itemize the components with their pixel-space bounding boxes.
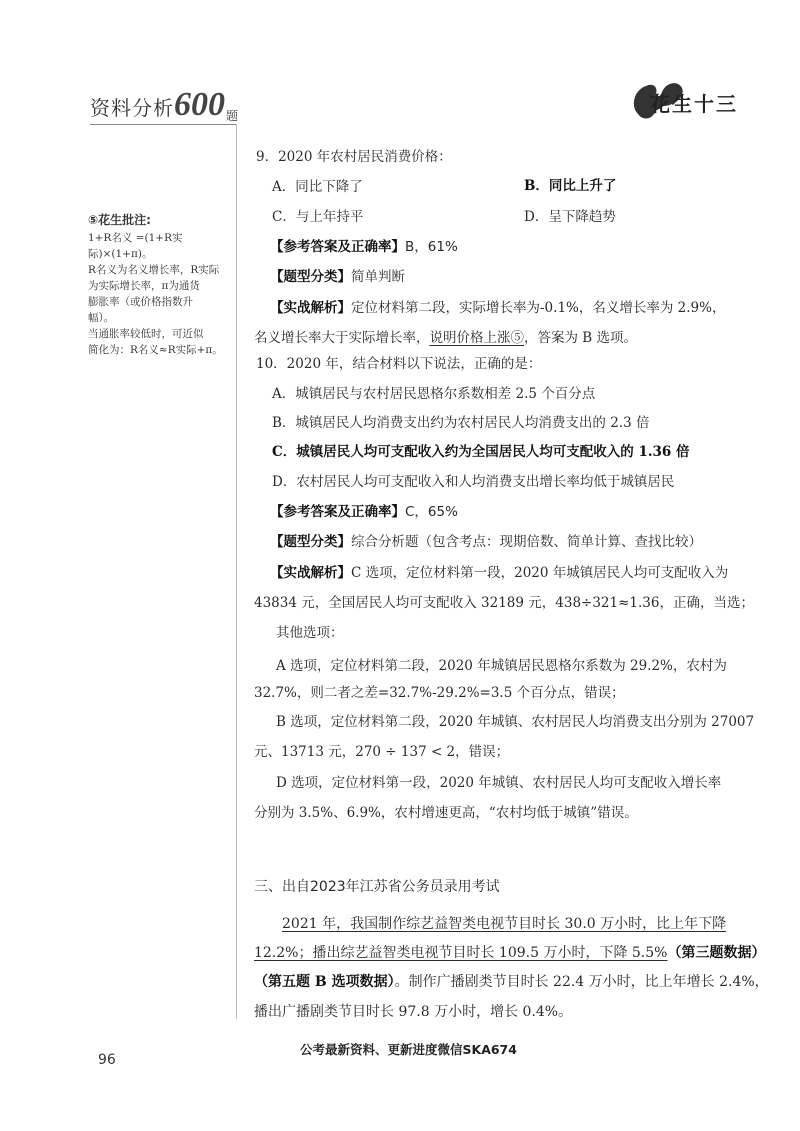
q10-analysis-b-1: B 选项，定位材料第二段，2020 年城镇、农村居民人均消费支出分别为 27007 — [276, 714, 755, 730]
analysis-text: 定位材料第二段，实际增长率为-0.1%，名义增长率为 2.9%， — [351, 300, 726, 316]
side-note-line: 膨胀率（或价格指数升 — [88, 296, 193, 308]
q10-analysis-line-1 — [270, 561, 728, 581]
analysis-text: ，答案为 B 选项。 — [524, 330, 638, 346]
side-note-title: ⑤花生批注: — [88, 213, 151, 227]
q9-option-d: D．呈下降趋势 — [524, 209, 616, 225]
q10-type — [270, 530, 702, 550]
margin-divider — [236, 124, 237, 1019]
q10-option-d: D．农村居民人均可支配收入和人均消费支出增长率均低于城镇居民 — [272, 474, 675, 490]
answer-tag: 【参考答案及正确率】 — [270, 239, 405, 255]
q9-type — [270, 265, 405, 285]
q10-stem: 10．2020 年，结合材料以下说法，正确的是： — [256, 356, 542, 372]
analysis-tag: 【实战解析】 — [270, 300, 351, 316]
q10-option-b: B．城镇居民人均消费支出约为农村居民人均消费支出的 2.3 倍 — [272, 415, 650, 431]
type-tag: 【题型分类】 — [270, 534, 351, 550]
q9-stem: 9．2020 年农村居民消费价格： — [256, 149, 452, 165]
q9-analysis-line-2 — [254, 326, 637, 346]
analysis-text: 名义增长率大于实际增长率， — [254, 330, 430, 346]
type-tag: 【题型分类】 — [270, 269, 351, 285]
book-title-suffix: 题 — [226, 109, 240, 123]
type-value: 综合分析题（包含考点：现期倍数、简单计算、查找比较） — [351, 534, 702, 550]
book-title — [90, 86, 239, 124]
q10-other-options: 其他选项： — [276, 625, 344, 641]
header-divider — [90, 124, 236, 125]
analysis-underlined: 说明价格上涨⑤ — [429, 330, 524, 346]
footer-note: 公考最新资料、更新进度微信SKA674 — [300, 1042, 517, 1057]
side-note-line: 1+R名义 =(1+R实际)×(1+π)。 — [88, 232, 183, 260]
book-title-prefix: 资料分析 — [90, 96, 174, 120]
q10-option-a: A．城镇居民与农村居民恩格尔系数相差 2.5 个百分点 — [272, 386, 596, 402]
side-note-line: 为实际增长率，π为通货 — [88, 280, 200, 292]
q10-answer — [270, 500, 458, 520]
brand-name: 花生十三 — [650, 92, 738, 116]
book-title-number: 600 — [174, 86, 225, 123]
brand-logo — [628, 76, 756, 120]
analysis-text: C 选项，定位材料第一段，2020 年城镇居民人均可支配收入为 — [351, 565, 729, 581]
side-note-line: 幅）。 — [88, 312, 115, 324]
material-line-4: 播出广播剧类节目时长 97.8 万小时，增长 0.4%。 — [254, 1004, 573, 1020]
side-note-line: R名义为名义增长率，R实际 — [88, 264, 220, 276]
material-text: 。制作广播剧类节目时长 22.4 万小时，比上年增长 2.4%， — [394, 974, 769, 990]
type-value: 简单判断 — [351, 269, 405, 285]
q10-analysis-d-1: D 选项，定位材料第一段，2020 年城镇、农村居民人均可支配收入增长率 — [276, 775, 722, 791]
q9-analysis-line-1 — [270, 296, 725, 316]
analysis-tag: 【实战解析】 — [270, 565, 351, 581]
side-note-line: 简化为：R名义≈R实际+π。 — [88, 344, 223, 356]
q9-option-b: B．同比上升了 — [524, 178, 617, 194]
side-note-line: 当通胀率较低时，可近似 — [88, 328, 204, 340]
q10-analysis-b-2: 元、13713 元，270 ÷ 137 < 2，错误； — [254, 744, 510, 760]
answer-value: C，65% — [405, 504, 458, 520]
q9-answer — [270, 235, 458, 255]
q10-analysis-a-1: A 选项，定位材料第二段，2020 年城镇居民恩格尔系数为 29.2%，农村为 — [276, 658, 727, 674]
side-note — [88, 212, 228, 358]
q10-option-c: C．城镇居民人均可支配收入约为全国居民人均可支配收入的 1.36 倍 — [272, 444, 690, 460]
material-line-3 — [254, 971, 769, 991]
q10-analysis-a-2: 32.7%，则二者之差=32.7%-29.2%=3.5 个百分点，错误； — [254, 685, 625, 701]
material-line-1: 2021 年，我国制作综艺益智类电视节目时长 30.0 万小时，比上年下降 — [282, 916, 727, 932]
material-underlined: 12.2%；播出综艺益智类电视节目时长 109.5 万小时，下降 5.5% — [254, 945, 668, 961]
page-number: 96 — [98, 1052, 116, 1068]
q9-option-c: C．与上年持平 — [272, 209, 364, 225]
answer-value: B，61% — [405, 239, 458, 255]
q10-analysis-d-2: 分别为 3.5%、6.9%，农村增速更高，“农村均低于城镇”错误。 — [254, 805, 638, 821]
q9-option-a: A．同比下降了 — [272, 179, 363, 195]
material-annotation: （第三题数据） — [667, 945, 766, 961]
q10-analysis-line-2: 43834 元，全国居民人均可支配收入 32189 元，438÷321≈1.36，正确，当选； — [254, 595, 754, 611]
answer-tag: 【参考答案及正确率】 — [270, 504, 405, 520]
section-heading: 三、出自2023年江苏省公务员录用考试 — [254, 879, 500, 895]
material-line-2 — [254, 942, 765, 962]
material-annotation: （第五题 B 选项数据） — [254, 974, 395, 990]
